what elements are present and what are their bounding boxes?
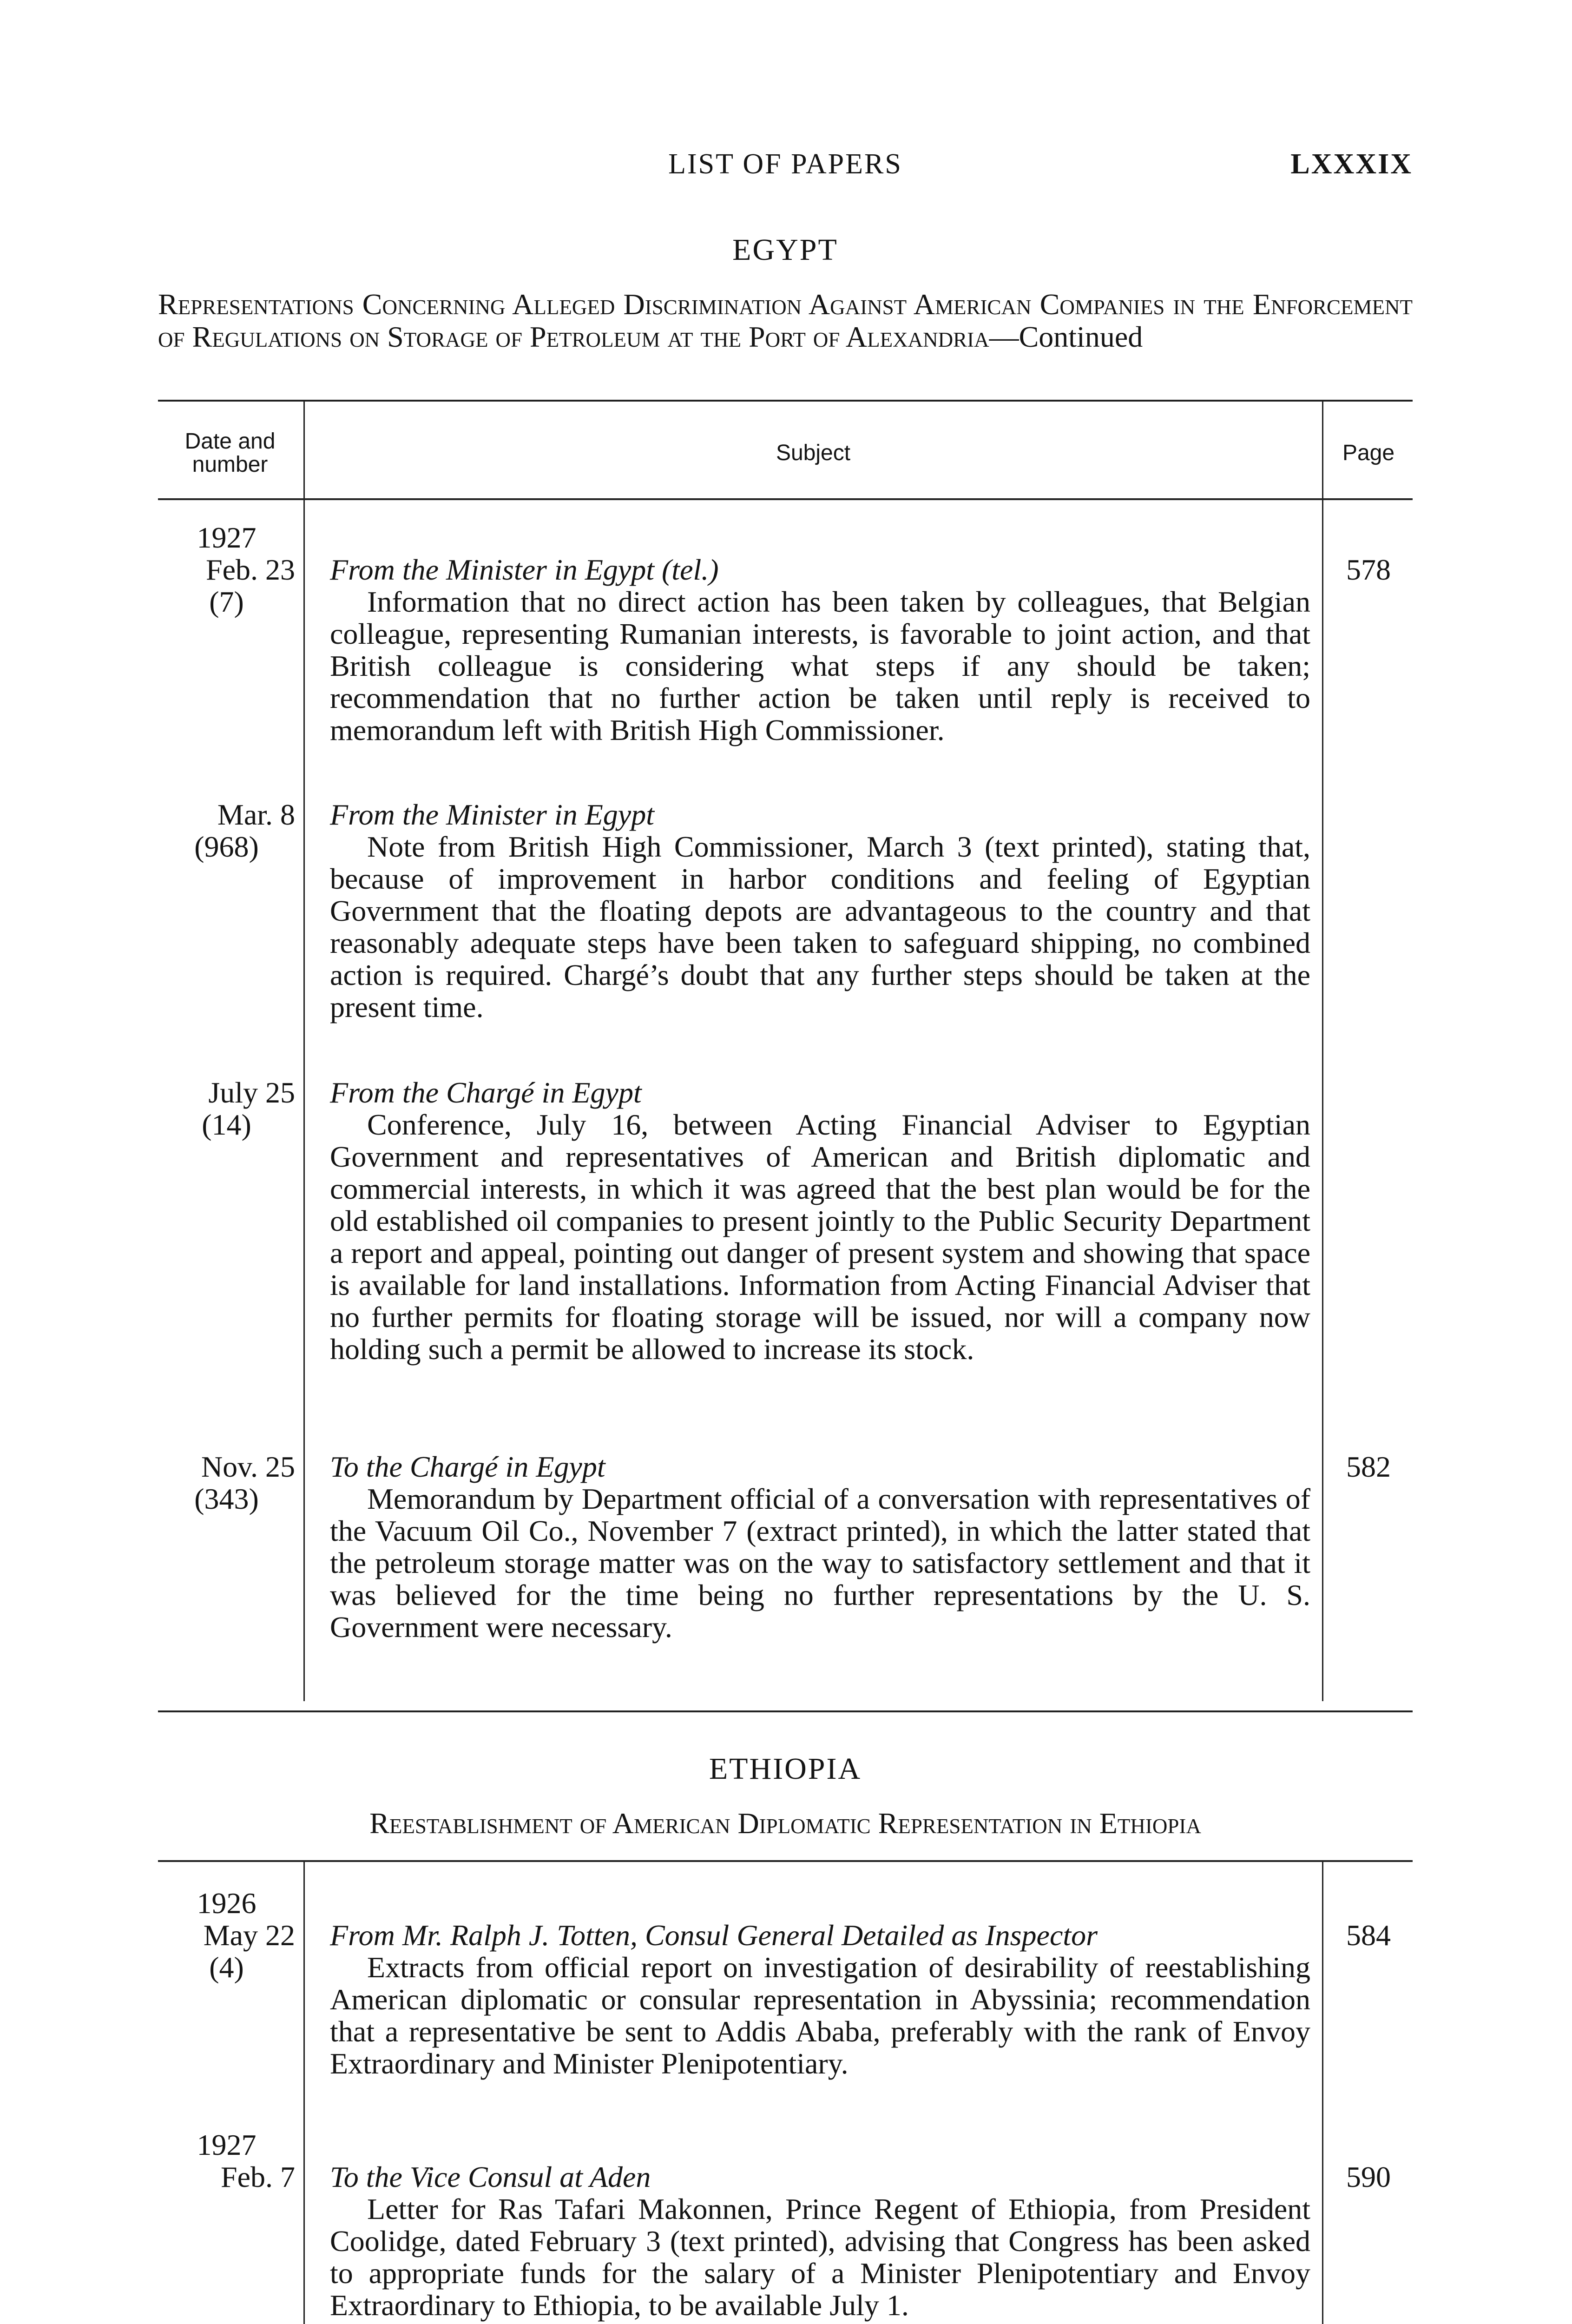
egypt-heading: EGYPT	[732, 233, 838, 267]
date-column-divider	[303, 401, 305, 1701]
table-row-subject	[330, 1076, 1310, 1365]
entry-page: 578	[1346, 553, 1391, 586]
egypt-subtitle-continued: —Continued	[989, 320, 1143, 353]
column-header-date: Date and number	[184, 429, 276, 477]
page-number: LXXXIX	[1290, 148, 1413, 180]
ethiopia-heading: ETHIOPIA	[709, 1752, 862, 1786]
ethiopia-subtitle	[158, 1807, 1413, 1840]
entry-date: Mar. 8	[217, 798, 295, 831]
page-column-divider	[1322, 401, 1323, 1701]
entry-from: To the Chargé in Egypt	[330, 1450, 605, 1483]
date-column-divider	[303, 1861, 305, 2324]
entry-date: July 25	[208, 1076, 295, 1109]
entry-date: Nov. 25	[201, 1450, 295, 1483]
entry-year: 1926	[197, 1887, 257, 1920]
ethiopia-table-top-rule	[158, 1860, 1413, 1862]
entry-year: 1927	[197, 521, 257, 554]
entry-body: Memorandum by Department official of a conversation with representatives of the Vacuum Oil Co., November 7 (extract printed), in which the latter stated that the petroleum storage matter was on the way to satisfactory settlement and that it was believed for the time being no further representations by the U. S. Government were necessary.	[330, 1482, 1310, 1644]
running-head	[158, 148, 1413, 185]
entry-date: Feb. 23	[206, 553, 295, 586]
entry-number: (7)	[209, 585, 244, 618]
table-row-subject	[330, 554, 1310, 746]
table-row-date	[158, 799, 295, 863]
table-bottom-rule	[158, 1710, 1413, 1712]
table-row-subject	[330, 1919, 1310, 2080]
page-column-divider	[1322, 1861, 1323, 2324]
entry-from: To the Vice Consul at Aden	[330, 2160, 651, 2193]
table-row-subject	[330, 799, 1310, 1023]
table-row-date	[158, 1451, 295, 1515]
table-row-subject	[330, 1451, 1310, 1643]
entry-body: Information that no direct action has been taken by colleagues, that Belgian colleague, representing Rumanian interests, is favorable to joint action, and that British colleague is considering what steps if any should be taken; recommendation that no further action be taken until reply is received to memorandum left with British High Commissioner.	[330, 585, 1310, 746]
entry-page: 582	[1346, 1450, 1391, 1483]
entry-number: (968)	[194, 830, 259, 863]
entry-page: 590	[1346, 2160, 1391, 2193]
entry-date: May 22	[203, 1919, 295, 1952]
table-row-date	[158, 1076, 295, 1141]
table-top-rule	[158, 400, 1413, 402]
entry-body: Conference, July 16, between Acting Financial Adviser to Egyptian Government and representatives of American and British diplomatic and commercial interests, in which it was agreed that the best plan would be for the old established oil companies to present jointly to the Public Security Department a report and appeal, pointing out danger of present system and showing that space is available for land installations. Information from Acting Financial Adviser that no further permits for floating storage will be issued, nor will a company now holding such a permit be allowed to increase its stock.	[330, 1108, 1310, 1366]
egypt-subtitle-main: Representations Concerning Alleged Discrimination Against American Companies in the Enforcement of Regulations on Storage of Petroleum at the Port of Alexandria	[158, 288, 1413, 353]
column-header-subject: Subject	[776, 441, 851, 465]
table-row-date	[158, 2129, 295, 2193]
entry-from: From Mr. Ralph J. Totten, Consul General Detailed as Inspector	[330, 1919, 1098, 1952]
entry-from: From the Minister in Egypt (tel.)	[330, 553, 719, 586]
entry-page: 584	[1346, 1919, 1391, 1952]
column-header-page: Page	[1342, 441, 1395, 465]
header-bottom-rule	[158, 498, 1413, 500]
egypt-subtitle	[158, 288, 1413, 353]
table-row-date	[158, 522, 295, 618]
entry-body: Extracts from official report on investigation of desirability of reestablishing American diplomatic or consular representation in Abyssinia; recommendation that a representative be sent to Addis Ababa, preferably with the rank of Envoy Extraordinary and Minister Plenipotentiary.	[330, 1951, 1310, 2080]
ethiopia-subtitle-text: Reestablishment of American Diplomatic Representation in Ethiopia	[369, 1807, 1201, 1840]
entry-number: (343)	[194, 1482, 259, 1515]
entry-number: (14)	[202, 1108, 251, 1141]
entry-from: From the Chargé in Egypt	[330, 1076, 642, 1109]
entry-body: Letter for Ras Tafari Makonnen, Prince Regent of Ethiopia, from President Coolidge, dated February 3 (text printed), advising that Congress has been asked to appropriate funds for the salary of a Minister Plenipotentiary and Envoy Extraordinary to Ethiopia, to be available July 1.	[330, 2192, 1310, 2322]
entry-number: (4)	[209, 1951, 244, 1984]
running-title: LIST OF PAPERS	[668, 148, 902, 180]
entry-date: Feb. 7	[221, 2160, 295, 2193]
table-row-subject	[330, 2161, 1310, 2321]
table-row-date	[158, 1887, 295, 1983]
entry-year: 1927	[197, 2128, 257, 2161]
entry-from: From the Minister in Egypt	[330, 798, 654, 831]
entry-body: Note from British High Commissioner, March 3 (text printed), stating that, because of improvement in harbor conditions and feeling of Egyptian Government that the floating depots are advantageous to the country and that reasonably adequate steps have been taken to safeguard shipping, no combined action is required. Chargé’s doubt that any further steps should be taken at the present time.	[330, 830, 1310, 1023]
